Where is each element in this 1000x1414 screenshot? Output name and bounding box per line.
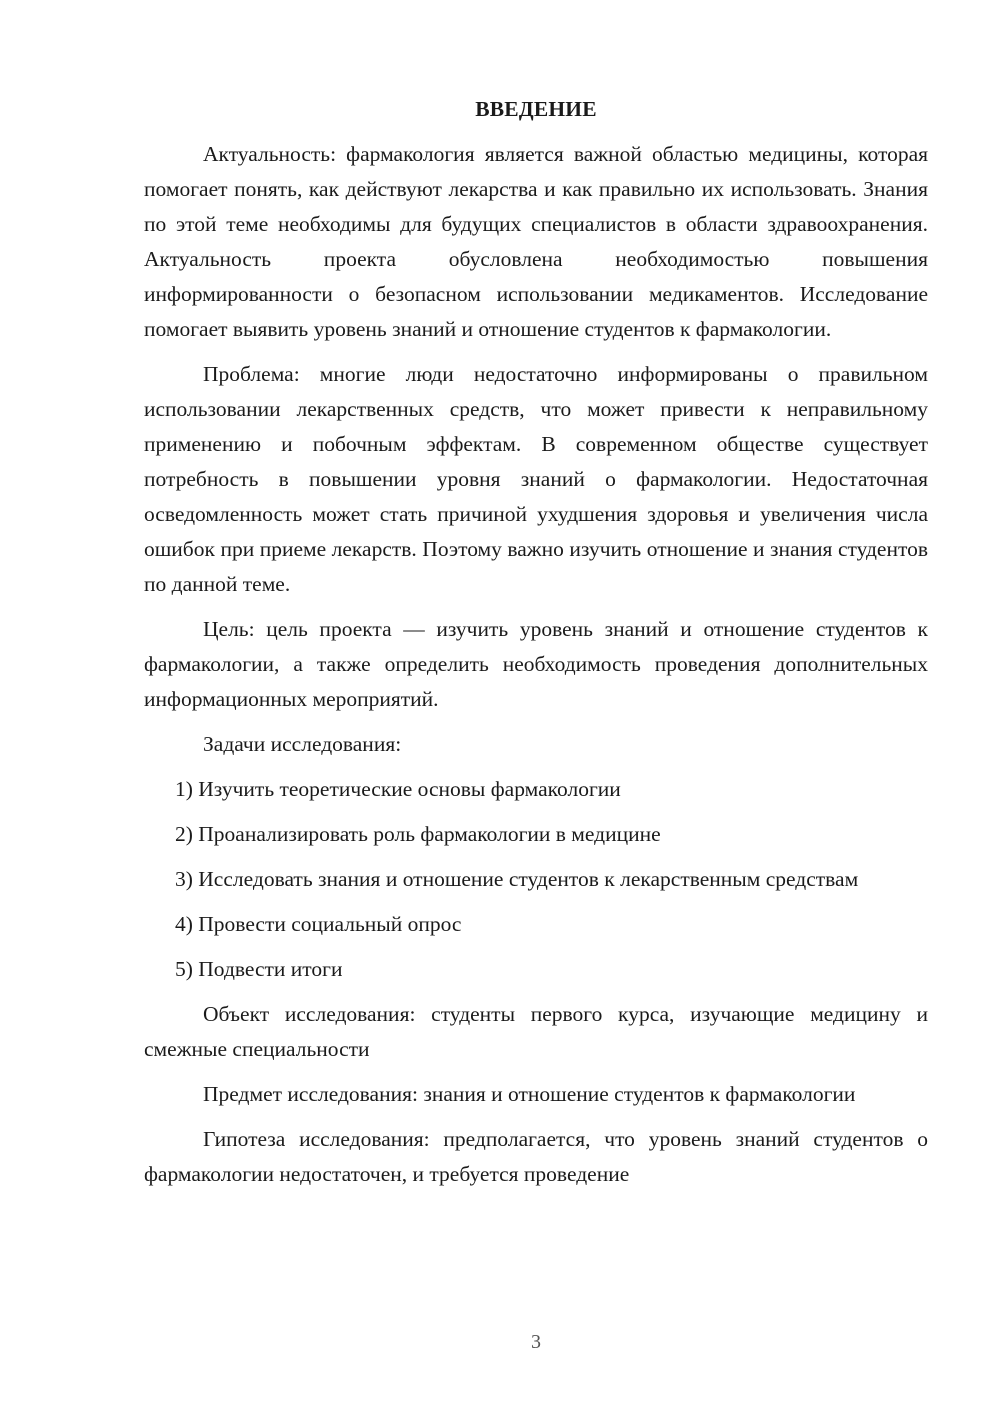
task-item-5: 5) Подвести итоги	[175, 957, 343, 981]
subject-paragraph: Предмет исследования: знания и отношение студентов к фармакологии	[203, 1082, 856, 1106]
section-title: ВВЕДЕНИЕ	[475, 97, 597, 121]
page-content	[144, 92, 928, 1202]
task-item-3: 3) Исследовать знания и отношение студентов к лекарственным средствам	[175, 867, 859, 891]
page-number: 3	[531, 1331, 541, 1353]
tasks-heading: Задачи исследования:	[203, 732, 402, 756]
task-item-1: 1) Изучить теоретические основы фармакологии	[175, 777, 621, 801]
task-item-2: 2) Проанализировать роль фармакологии в медицине	[175, 822, 661, 846]
relevance-paragraph: Актуальность: фармакология является важной областью медицины, которая помогает понять, как действуют лекарства и как правильно их использовать. Знания по этой теме необходимы для будущих специалистов в области здравоохранения. Актуальность проекта обусловлена необходимостью повышения информированности о безопасном использовании медикаментов. Исследование помогает выявить уровень знаний и отношение студентов к фармакологии.	[144, 142, 928, 341]
hypothesis-paragraph: Гипотеза исследования: предполагается, что уровень знаний студентов о фармакологии недостаточен, и требуется проведение	[144, 1127, 928, 1186]
goal-paragraph: Цель: цель проекта — изучить уровень знаний и отношение студентов к фармакологии, а также определить необходимость проведения дополнительных информационных мероприятий.	[144, 617, 928, 711]
object-paragraph: Объект исследования: студенты первого курса, изучающие медицину и смежные специальности	[144, 1002, 928, 1061]
problem-paragraph: Проблема: многие люди недостаточно информированы о правильном использовании лекарственных средств, что может привести к неправильному применению и побочным эффектам. В современном обществе существует потребность в повышении уровня знаний о фармакологии. Недостаточная осведомленность может стать причиной ухудшения здоровья и увеличения числа ошибок при приеме лекарств. Поэтому важно изучить отношение и знания студентов по данной теме.	[144, 362, 928, 596]
task-item-4: 4) Провести социальный опрос	[175, 912, 462, 936]
